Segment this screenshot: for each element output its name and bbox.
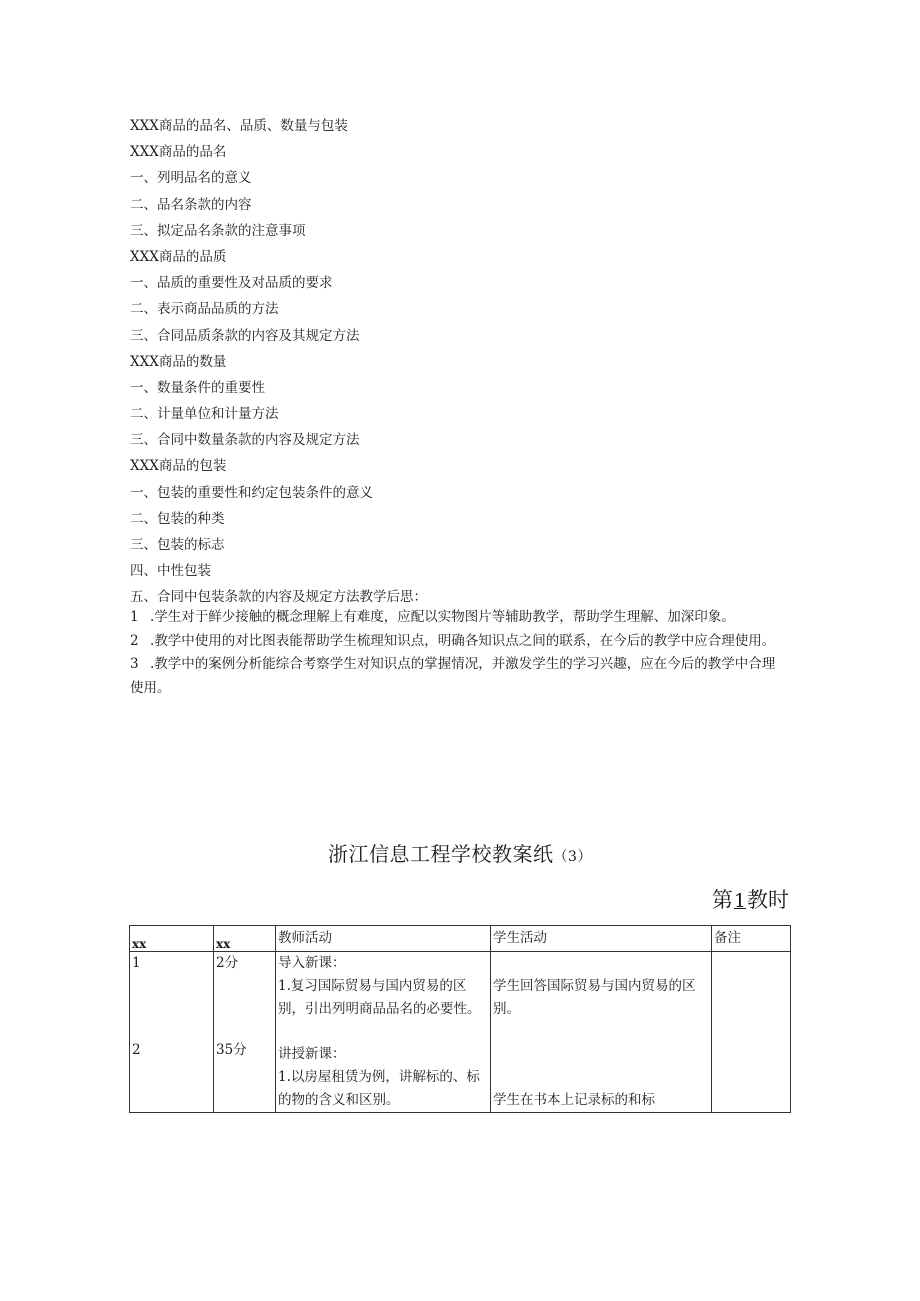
row-index: 2 xyxy=(130,1039,214,1113)
reflection-text: .教学中使用的对比图表能帮助学生梳理知识点，明确各知识点之间的联系，在今后的教学中应合理使用。 xyxy=(150,632,776,649)
period-prefix: 第 xyxy=(711,888,733,912)
header-teacher-activity: 教师活动 xyxy=(276,926,491,952)
outline-line: 二、计量单位和计量方法 xyxy=(130,406,279,423)
row-index: 1 xyxy=(130,952,214,1040)
outline-line: XXX商品的品名 xyxy=(130,144,227,161)
document-title-suffix: （3） xyxy=(553,849,592,865)
outline-line: 一、包装的重要性和约定包装条件的意义 xyxy=(130,484,373,501)
student-activity-cell xyxy=(491,952,712,1040)
reflection-number: 1 xyxy=(130,609,139,625)
notes-cell xyxy=(712,952,791,1040)
teacher-activity-heading: 讲授新课： xyxy=(278,1046,346,1062)
reflection-number: 3 xyxy=(130,656,139,672)
header-student-activity: 学生活动 xyxy=(491,926,712,952)
header-col-1: xx xyxy=(130,926,214,952)
reflection-item xyxy=(130,606,782,630)
teacher-activity-cell xyxy=(276,1039,491,1113)
teacher-activity-detail: 1.以房屋租赁为例，讲解标的、标的物的含义和区别。 xyxy=(278,1069,480,1108)
document-title xyxy=(0,838,920,867)
teacher-activity-cell xyxy=(276,952,491,1040)
reflection-item xyxy=(130,653,782,700)
outline-line: XXX商品的品质 xyxy=(130,248,227,265)
student-activity-text: 学生回答国际贸易与国内贸易的区别。 xyxy=(493,978,696,1017)
period-number: 1 xyxy=(733,890,746,912)
outline-line: 五、合同中包装条款的内容及规定方法教学后思： xyxy=(130,589,427,606)
table-row xyxy=(130,952,791,1040)
outline-line: 二、表示商品品质的方法 xyxy=(130,301,279,318)
outline-line: XXX商品的包装 xyxy=(130,458,227,475)
student-activity-cell xyxy=(491,1039,712,1113)
reflection-number: 2 xyxy=(130,632,139,649)
header-notes: 备注 xyxy=(712,926,791,952)
outline-line: 三、包装的标志 xyxy=(130,537,225,553)
row-duration: 2分 xyxy=(214,952,276,1040)
reflection-text: .教学中的案例分析能综合考察学生对知识点的掌握情况，并激发学生的学习兴趣，应在今后的教学中合理使用。 xyxy=(130,656,776,696)
outline-line: 四、中性包装 xyxy=(130,563,211,580)
teaching-reflections xyxy=(130,606,782,700)
outline-line: 一、品质的重要性及对品质的要求 xyxy=(130,275,333,292)
table-header-row xyxy=(130,926,791,952)
table-row xyxy=(130,1039,791,1113)
outline-line: XXX商品的数量 xyxy=(130,353,227,370)
period-suffix: 教时 xyxy=(747,888,789,912)
outline-line: 三、拟定品名条款的注意事项 xyxy=(130,222,306,239)
lesson-outline xyxy=(130,113,790,611)
outline-line: XXX商品的品名、品质、数量与包装 xyxy=(130,118,348,134)
cell-spacer xyxy=(493,952,709,975)
outline-line: 三、合同品质条款的内容及其规定方法 xyxy=(130,327,360,344)
outline-line: 三、合同中数量条款的内容及规定方法 xyxy=(130,432,360,449)
cell-spacer xyxy=(278,1021,488,1039)
teacher-activity-heading: 导入新课： xyxy=(278,955,346,971)
reflection-text: .学生对于鲜少接触的概念理解上有难度，应配以实物图片等辅助教学，帮助学生理解、加深印象。 xyxy=(150,609,735,625)
outline-line: 一、列明品名的意义 xyxy=(130,170,252,187)
reflection-item xyxy=(130,630,782,654)
outline-line: 二、品名条款的内容 xyxy=(130,196,252,213)
lesson-plan-table xyxy=(129,925,791,1113)
outline-line: 一、数量条件的重要性 xyxy=(130,379,265,396)
period-label xyxy=(712,884,789,914)
outline-line: 二、包装的种类 xyxy=(130,510,225,527)
notes-cell xyxy=(712,1039,791,1113)
row-duration: 35分 xyxy=(214,1039,276,1113)
header-col-2: xx xyxy=(214,926,276,952)
teacher-activity-detail: 1.复习国际贸易与国内贸易的区别，引出列明商品品名的必要性。 xyxy=(278,978,481,1017)
document-title-main: 浙江信息工程学校教案纸 xyxy=(328,842,554,866)
student-activity-text: 学生在书本上记录标的和标 xyxy=(493,1092,655,1108)
